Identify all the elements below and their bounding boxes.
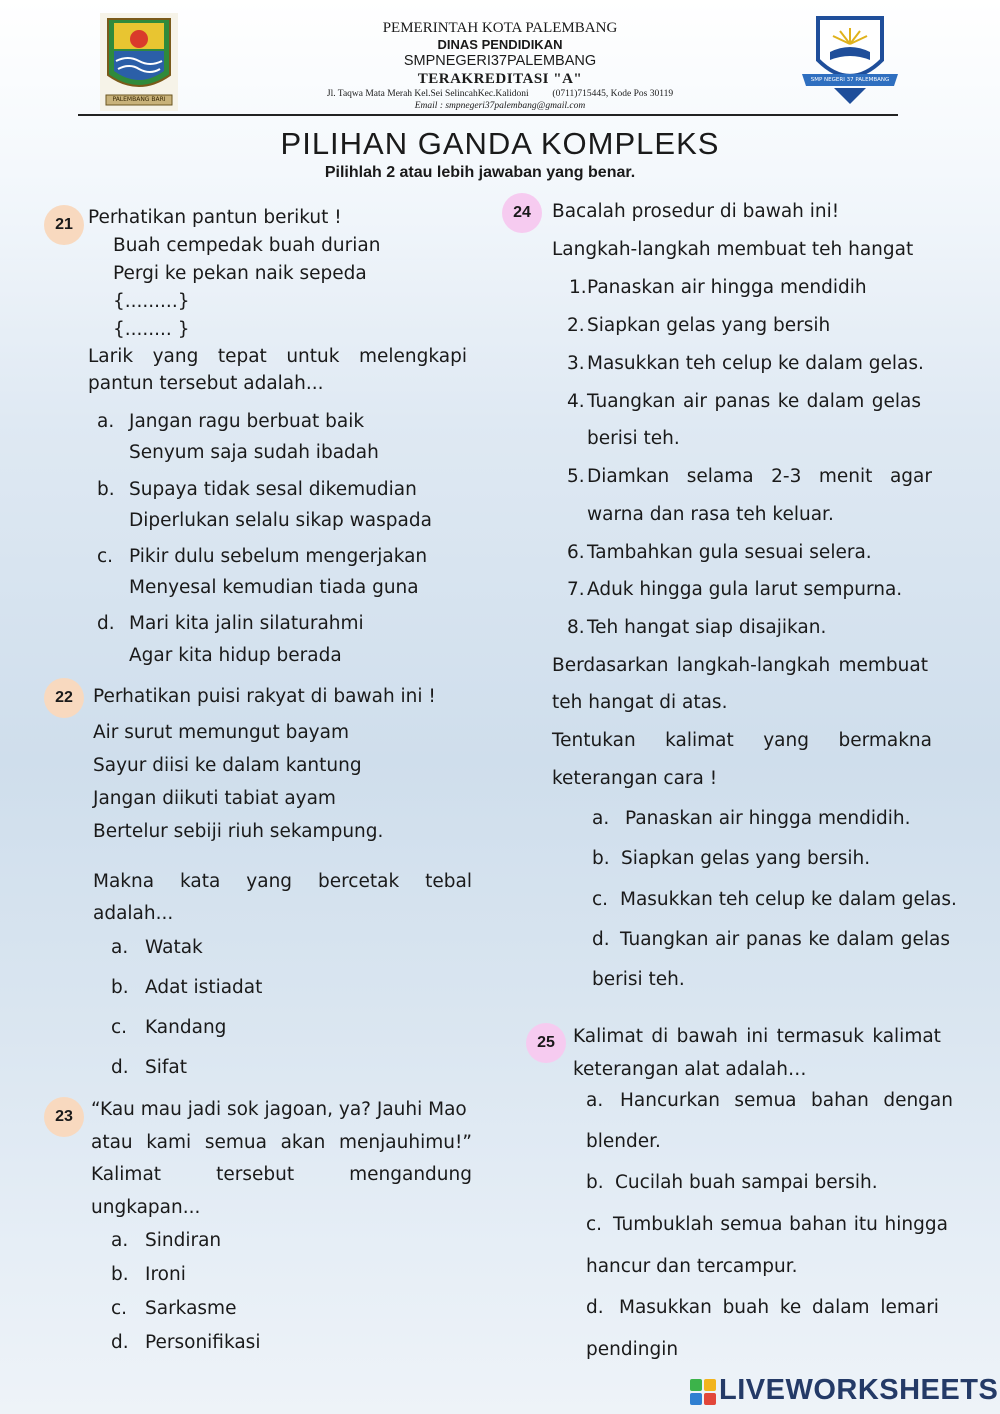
q22-option-d[interactable]: Sifat: [145, 1057, 187, 1078]
step-number: 6.: [567, 542, 585, 563]
step-number: 1.: [569, 277, 587, 298]
word: yang: [152, 346, 199, 367]
option-letter: a.: [111, 1230, 129, 1251]
q21-pantun-blank: {........ }: [113, 319, 190, 340]
word: Tuangkan: [620, 929, 709, 950]
word: membuat: [838, 655, 928, 676]
q24-step: Tambahkan gula sesuai selera.: [587, 542, 872, 563]
header-accreditation: TERAKREDITASI "A": [417, 71, 583, 87]
option-letter: a.: [586, 1090, 604, 1111]
word: 2-3: [771, 466, 802, 487]
step-number: 2.: [567, 315, 585, 336]
word: bahan: [789, 1214, 848, 1235]
q24-step-cont: warna dan rasa teh keluar.: [587, 504, 834, 525]
q23-option-c[interactable]: Sarkasme: [145, 1298, 237, 1319]
q21-pantun-line: Pergi ke pekan naik sepeda: [113, 263, 367, 284]
word: tebal: [425, 871, 472, 892]
q22-poem-line: Sayur diisi ke dalam kantung: [93, 755, 362, 776]
step-number: 5.: [567, 466, 585, 487]
word: ke: [777, 391, 800, 412]
option-letter: c.: [111, 1298, 128, 1319]
page-instruction: Pilihlah 2 atau lebih jawaban yang benar.: [324, 164, 636, 181]
option-letter: d.: [592, 929, 610, 950]
q24-step-cont: berisi teh.: [587, 428, 680, 449]
word: menit: [818, 466, 873, 487]
word: Tumbuklah: [613, 1214, 714, 1235]
word: kalimat: [872, 1026, 941, 1047]
q22-option-a[interactable]: Watak: [145, 937, 203, 958]
word: panas: [714, 391, 771, 412]
word: Makna: [93, 871, 155, 892]
word: kata: [180, 871, 221, 892]
step-number: 7.: [567, 579, 585, 600]
word: termasuk: [776, 1026, 864, 1047]
header-department: DINAS PENDIDIKAN: [437, 37, 563, 52]
q24-question-cont: keterangan cara !: [552, 768, 718, 789]
word: bercetak: [317, 871, 400, 892]
header-email: Email : smpnegeri37palembang@gmail.com: [414, 101, 586, 111]
word: yang: [763, 730, 809, 751]
option-letter: c.: [111, 1017, 128, 1038]
q21-option-d-line2: Agar kita hidup berada: [129, 645, 342, 666]
q24-option-d[interactable]: [620, 929, 950, 950]
q25-option-a[interactable]: [620, 1090, 953, 1111]
word: gelas: [900, 929, 950, 950]
word: Masukkan: [619, 1297, 712, 1318]
step-number: 8.: [567, 617, 585, 638]
city-crest-logo: [100, 13, 178, 111]
q25-option-c-cont: hancur dan tercampur.: [586, 1256, 798, 1277]
word: dalam: [806, 391, 865, 412]
q24-prompt: Bacalah prosedur di bawah ini!: [552, 201, 840, 222]
q23-question: [91, 1164, 472, 1185]
q23-option-a[interactable]: Sindiran: [145, 1230, 222, 1251]
q21-option-b[interactable]: Supaya tidak sesal dikemudian: [129, 479, 417, 500]
option-letter: c.: [97, 546, 114, 567]
q21-option-c-line2: Menyesal kemudian tiada guna: [129, 577, 419, 598]
word: kalimat: [665, 730, 734, 751]
word: air: [682, 391, 708, 412]
q25-option-b[interactable]: Cucilah buah sampai bersih.: [615, 1172, 878, 1193]
q24-option-c[interactable]: Masukkan teh celup ke dalam gelas.: [620, 889, 957, 910]
q21-pantun-line: Buah cempedak buah durian: [113, 235, 381, 256]
q25-option-d[interactable]: [619, 1297, 939, 1318]
word: atau: [91, 1132, 133, 1153]
word: ini: [746, 1026, 769, 1047]
q21-option-a-line2: Senyum saja sudah ibadah: [129, 442, 379, 463]
word: kami: [146, 1132, 192, 1153]
q23-quote: “Kau mau jadi sok jagoan, ya? Jauhi Mao: [91, 1099, 467, 1120]
word: di: [651, 1026, 669, 1047]
q21-option-d[interactable]: Mari kita jalin silaturahmi: [129, 613, 364, 634]
q24-heading: Langkah-langkah membuat teh hangat: [552, 239, 914, 260]
q24-step: Masukkan teh celup ke dalam gelas.: [587, 353, 924, 374]
q24-question: [552, 730, 932, 751]
word: ke: [779, 1297, 802, 1318]
word: Kalimat: [91, 1164, 162, 1185]
question-number-badge: 23: [44, 1097, 84, 1137]
word: panas: [745, 929, 802, 950]
crest-banner-text: PALEMBANG BARI: [112, 96, 166, 103]
q24-option-d-cont: berisi teh.: [592, 969, 685, 990]
q25-prompt-cont: keterangan alat adalah…: [573, 1059, 807, 1080]
option-letter: b.: [586, 1172, 604, 1193]
word: gelas: [871, 391, 921, 412]
option-letter: d.: [97, 613, 115, 634]
q23-question-cont: ungkapan...: [91, 1197, 201, 1218]
word: Hancurkan: [620, 1090, 720, 1111]
q21-option-c[interactable]: Pikir dulu sebelum mengerjakan: [129, 546, 428, 567]
q24-option-b[interactable]: Siapkan gelas yang bersih.: [621, 848, 871, 869]
question-number-badge: 22: [44, 678, 84, 718]
option-letter: a.: [97, 411, 115, 432]
word: air: [715, 929, 740, 950]
header-school: SMPNEGERI37PALEMBANG: [403, 53, 597, 69]
school-logo: [800, 14, 900, 106]
q21-option-b-line2: Diperlukan selalu sikap waspada: [129, 510, 432, 531]
option-letter: b.: [97, 479, 115, 500]
word: tersebut: [216, 1164, 295, 1185]
word: semua: [734, 1090, 797, 1111]
word: akan: [280, 1132, 326, 1153]
q22-poem-line: Bertelur sebiji riuh sekampung.: [93, 821, 384, 842]
q22-prompt: Perhatikan puisi rakyat di bawah ini !: [93, 686, 436, 707]
option-letter: b.: [111, 1264, 129, 1285]
option-letter: d.: [111, 1057, 129, 1078]
word: selama: [686, 466, 754, 487]
question-number-badge: 21: [44, 205, 84, 245]
word: Diamkan: [587, 466, 670, 487]
word: semua: [720, 1214, 783, 1235]
word: Larik: [88, 346, 134, 367]
option-letter: c.: [586, 1214, 603, 1235]
liveworksheets-logo-icon: [690, 1379, 716, 1405]
q25-option-a-cont: blender.: [586, 1131, 661, 1152]
q25-option-c[interactable]: [613, 1214, 948, 1235]
q22-option-b[interactable]: Adat istiadat: [145, 977, 263, 998]
q22-option-c[interactable]: Kandang: [145, 1017, 227, 1038]
option-letter: d.: [111, 1332, 129, 1353]
question-number-badge: 25: [526, 1023, 566, 1063]
word: lemari: [880, 1297, 939, 1318]
q21-question-cont: pantun tersebut adalah...: [88, 373, 324, 394]
option-letter: a.: [111, 937, 129, 958]
word: hingga: [884, 1214, 948, 1235]
q23-option-b[interactable]: Ironi: [145, 1264, 186, 1285]
q22-question: [93, 871, 472, 892]
word: Kalimat: [573, 1026, 644, 1047]
word: Tuangkan: [587, 391, 676, 412]
word: buah: [722, 1297, 770, 1318]
word: agar: [889, 466, 932, 487]
q22-poem-line: Air surut memungut bayam: [93, 722, 349, 743]
word: dengan: [883, 1090, 953, 1111]
q24-question-cont: teh hangat di atas.: [552, 692, 728, 713]
question-number-badge: 24: [502, 193, 542, 233]
option-letter: a.: [592, 808, 610, 829]
option-letter: d.: [586, 1297, 604, 1318]
word: mengandung: [349, 1164, 472, 1185]
word: bermakna: [838, 730, 932, 751]
q25-option-d-cont: pendingin: [586, 1339, 679, 1360]
word: langkah-langkah: [676, 655, 831, 676]
word: untuk: [286, 346, 340, 367]
word: Tentukan: [552, 730, 636, 751]
q21-option-a[interactable]: Jangan ragu berbuat baik: [129, 411, 365, 432]
word: dalam: [836, 929, 895, 950]
q23-option-d[interactable]: Personifikasi: [145, 1332, 261, 1353]
q21-question: [88, 346, 467, 367]
q24-question: [552, 655, 928, 676]
step-number: 4.: [567, 391, 585, 412]
q24-step: Teh hangat siap disajikan.: [587, 617, 827, 638]
word: dalam: [812, 1297, 870, 1318]
option-letter: b.: [592, 848, 610, 869]
school-logo-banner-text: SMP NEGERI 37 PALEMBANG: [810, 77, 890, 83]
q24-step: Aduk hingga gula larut sempurna.: [587, 579, 903, 600]
word: yang: [246, 871, 293, 892]
q21-prompt: Perhatikan pantun berikut !: [88, 207, 342, 228]
q24-step: Siapkan gelas yang bersih: [587, 315, 831, 336]
header-government: PEMERINTAH KOTA PALEMBANG: [382, 20, 618, 36]
q25-prompt: [573, 1026, 941, 1047]
q22-poem-line: Jangan diikuti tabiat ayam: [93, 788, 336, 809]
word: Berdasarkan: [552, 655, 669, 676]
word: menjauhimu!”: [339, 1132, 472, 1153]
option-letter: c.: [592, 889, 609, 910]
page-title: PILIHAN GANDA KOMPLEKS: [280, 126, 720, 161]
word: ke: [808, 929, 830, 950]
header-divider: [78, 114, 898, 116]
word: bahan: [810, 1090, 869, 1111]
liveworksheets-brand: LIVEWORKSHEETS: [719, 1374, 999, 1406]
q24-step: Panaskan air hingga mendidih: [587, 277, 867, 298]
option-letter: b.: [111, 977, 129, 998]
q24-step: [587, 466, 932, 487]
q23-quote-cont: [91, 1132, 472, 1153]
word: itu: [853, 1214, 878, 1235]
q24-option-a[interactable]: Panaskan air hingga mendidih.: [625, 808, 911, 829]
word: melengkapi: [358, 346, 467, 367]
step-number: 3.: [567, 353, 585, 374]
word: tepat: [217, 346, 267, 367]
q22-question-cont: adalah...: [93, 903, 174, 924]
q21-pantun-blank: {.........}: [113, 291, 190, 312]
word: semua: [204, 1132, 267, 1153]
word: bawah: [676, 1026, 738, 1047]
header-address: Jl. Taqwa Mata Merah Kel.Sei SelincahKec.Kalidoni (0711)715445, Kode Pos 30119: [326, 89, 674, 99]
q24-step: [587, 391, 921, 412]
